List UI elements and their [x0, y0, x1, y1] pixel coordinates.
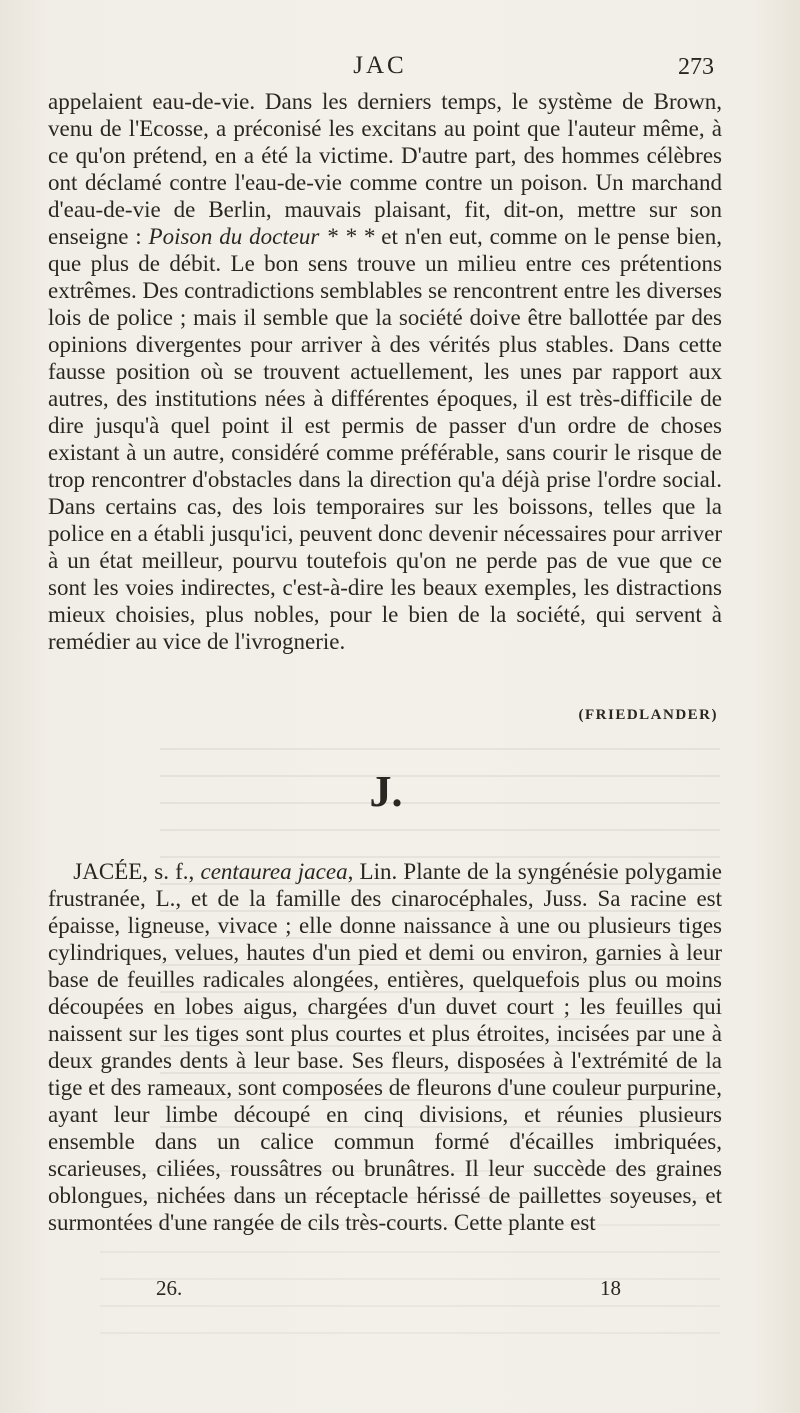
section-letter-heading: J. — [369, 767, 403, 816]
article-jacee — [48, 858, 722, 1236]
article-eau-de-vie-end — [48, 88, 722, 655]
page-header — [48, 52, 712, 84]
paragraph-text: appelaient eau-de-vie. Dans les derniers temps, le système de Brown, venu de l'Ecosse, a préconisé les excitans au point que l'auteur même, à ce qu'on prétend, en a été la victime. D'autre part, des hommes célèbres ont déclamé contre l'eau-de-vie comme contre un poison. Un marchand d'eau-de-vie de Berlin, mauvais plaisant, fit, dit-on, mettre sur son enseigne : — [48, 89, 722, 249]
entry-paragraph — [48, 858, 722, 1236]
entry-grammar: , s. f., — [142, 859, 201, 884]
entry-text: , Lin. Plante de la syngénésie polygamie frustranée, L., et de la famille des cinarocéphales, Juss. Sa racine est épaisse, ligneuse, vivace ; elle donne naissance à une ou plusieurs tiges cylindriques, velues, hautes d'un pied et demi ou environ, garnies à leur base de feuilles radicales alongées, entières, quelquefois plus ou moins découpées en lobes aigus, chargées d'un duvet court ; les feuilles qui naissent sur les tiges sont plus courtes et plus étroites, incisées par une à deux grandes dents à leur base. Ses fleurs, disposées à l'extrémité de la tige et des rameaux, sont composées de fleurons d'une couleur purpurine, ayant leur limbe découpé en cinq divisions, et réunies plusieurs ensemble dans un calice commun formé d'écailles imbriquées, scarieuses, ciliées, roussâtres ou brunâtres. Il leur succède des graines oblongues, nichées dans un réceptacle hérissé de paillettes soyeuses, et surmontées d'une rangée de cils très-courts. Cette plante est — [48, 859, 722, 1235]
author-signature: (FRIEDLANDER) — [578, 707, 718, 723]
entry-latin-name: centaurea jacea — [200, 859, 348, 884]
page-number: 273 — [678, 54, 714, 80]
page-footer — [48, 1276, 712, 1304]
sign-text: Poison du docteur * * * — [148, 224, 375, 249]
paragraph-text-end: et n'en eut, comme on le pense bien, que plus de débit. Le bon sens trouve un milieu entre ces prétentions extrêmes. Des contradictions semblables se rencontrent entre les diverses lois de police ; mais il semble que la société doive être ballottée par des opinions divergentes pour arriver à des vérités plus stables. Dans cette fausse position où se trouvent actuellement, les unes par rapport aux autres, des institutions nées à différentes époques, il est très-difficile de dire jusqu'à quel point il est permis de passer d'un ordre de choses existant à un autre, considéré comme préférable, sans courir le risque de trop rencontrer d'obstacles dans la direction qu'a déjà prise l'ordre social. Dans certains cas, des lois temporaires sur les boissons, telles que la police en a établi jusqu'ici, peuvent donc devenir nécessaires pour arriver à un état meilleur, pourvu toutefois qu'on ne perde pas de vue que ce sont les voies indirectes, c'est-à-dire les beaux exemples, les distractions mieux choisies, plus nobles, pour le bien de la société, qui servent à remédier au vice de l'ivrognerie. — [48, 224, 722, 654]
sheet-mark: 18 — [600, 1276, 621, 1300]
signature-mark: 26. — [156, 1276, 183, 1300]
running-head: JAC — [353, 52, 407, 79]
entry-headword: JACÉE — [73, 859, 143, 884]
article-paragraph — [48, 88, 722, 655]
